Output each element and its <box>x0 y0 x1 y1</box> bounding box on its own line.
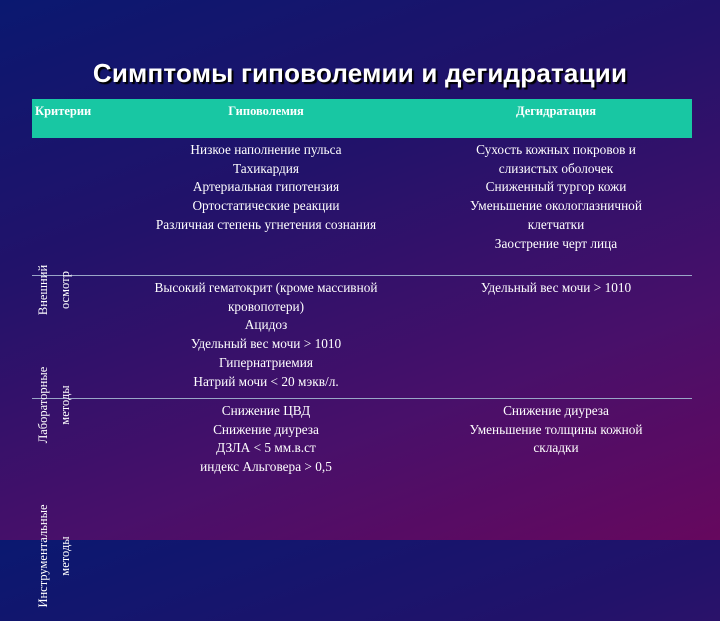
criterion-label: Внешний <box>36 264 50 316</box>
table-row <box>32 276 692 399</box>
table-row <box>32 399 692 540</box>
header-criteria: Критерии <box>32 99 112 138</box>
criterion-cell <box>32 138 112 316</box>
criterion-label: осмотр <box>58 271 72 309</box>
criterion-label: методы <box>58 385 72 425</box>
criterion-label: методы <box>58 536 72 576</box>
criterion-label: Инструментальные <box>36 504 50 608</box>
criterion-label: Лабораторные <box>36 366 50 444</box>
hypovolemia-cell: Высокий гематокрит (кроме массивной кровопотери) Ацидоз Удельный вес мочи > 1010 Гипернатриемия Натрий мочи < 20 мэкв/л. <box>112 276 420 399</box>
symptoms-table <box>32 99 692 608</box>
hypovolemia-cell: Низкое наполнение пульса Тахикардия Артериальная гипотензия Ортостатические реакции Различная степень угнетения сознания <box>112 138 420 276</box>
hypovolemia-cell: Снижение ЦВД Снижение диуреза ДЗЛА < 5 мм.в.ст индекс Альговера > 0,5 <box>200 403 332 475</box>
dehydration-cell: Удельный вес мочи > 1010 <box>420 276 692 399</box>
header-dehydration: Дегидратация <box>420 99 692 138</box>
criterion-cell <box>32 276 112 444</box>
dehydration-cell: Сухость кожных покровов и слизистых оболочек Сниженный тургор кожи Уменьшение окологлазничной клетчатки Заострение черт лица <box>420 138 692 276</box>
dehydration-cell: Снижение диуреза Уменьшение толщины кожной складки <box>469 403 643 456</box>
table-header-row <box>32 99 692 138</box>
header-hypovolemia: Гиповолемия <box>112 99 420 138</box>
criterion-cell <box>32 399 112 608</box>
table-row <box>32 138 692 276</box>
slide-title: Симптомы гиповолемии и дегидратации <box>92 58 628 88</box>
